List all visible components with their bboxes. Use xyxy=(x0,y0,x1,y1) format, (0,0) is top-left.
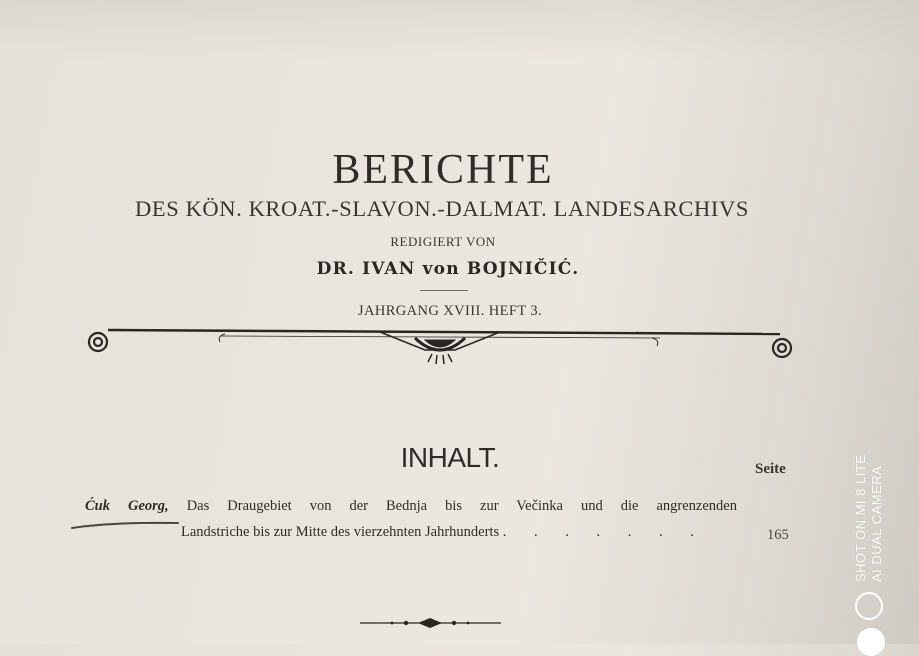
camera-watermark xyxy=(845,420,895,640)
right-scroll-icon xyxy=(773,339,791,357)
watermark-line1: SHOT ON MI 8 LITE xyxy=(853,454,868,582)
entry-leaders: . . . . . . . xyxy=(502,524,706,540)
watermark-line2: AI DUAL CAMERA xyxy=(869,465,884,582)
bottom-ornament-icon xyxy=(358,616,503,630)
entry-title-line1: Das Draugebiet von der Bednja bis zur Večinka und die angrenzenden xyxy=(186,498,737,514)
left-scroll-icon xyxy=(89,333,107,351)
thin-rule-line xyxy=(220,336,660,338)
issue-label: JAHRGANG XVIII. HEFT 3. xyxy=(357,303,543,319)
editor-name: DR. IVAN von BOJNIČIĆ. xyxy=(316,259,580,279)
entry-page-number: 165 xyxy=(767,527,789,543)
journal-title: BERICHTE xyxy=(332,147,554,193)
edited-by-label: REDIGIERT VON xyxy=(390,234,496,249)
entry-title-line2: Landstriche bis zur Mitte des vierzehnten Jahrhunderts xyxy=(181,524,500,540)
contents-heading: INHALT. xyxy=(400,442,500,473)
page-column-label: Seite xyxy=(755,461,786,477)
pencil-underline-mark xyxy=(70,518,180,532)
contents-entry-line1 xyxy=(85,498,737,515)
journal-subtitle: DES KÖN. KROAT.-SLAVON.-DALMAT. LANDESARCHIVS xyxy=(135,196,749,221)
camera-lens-icon xyxy=(855,592,883,620)
decorative-rule-ornament xyxy=(80,318,800,368)
contents-entry-line2 xyxy=(181,524,741,541)
entry-author: Ćuk Georg, xyxy=(85,498,169,514)
watermark-text xyxy=(853,422,885,582)
short-divider xyxy=(420,290,468,291)
page-shadow xyxy=(0,0,919,60)
camera-lens-filled-icon xyxy=(857,628,885,656)
